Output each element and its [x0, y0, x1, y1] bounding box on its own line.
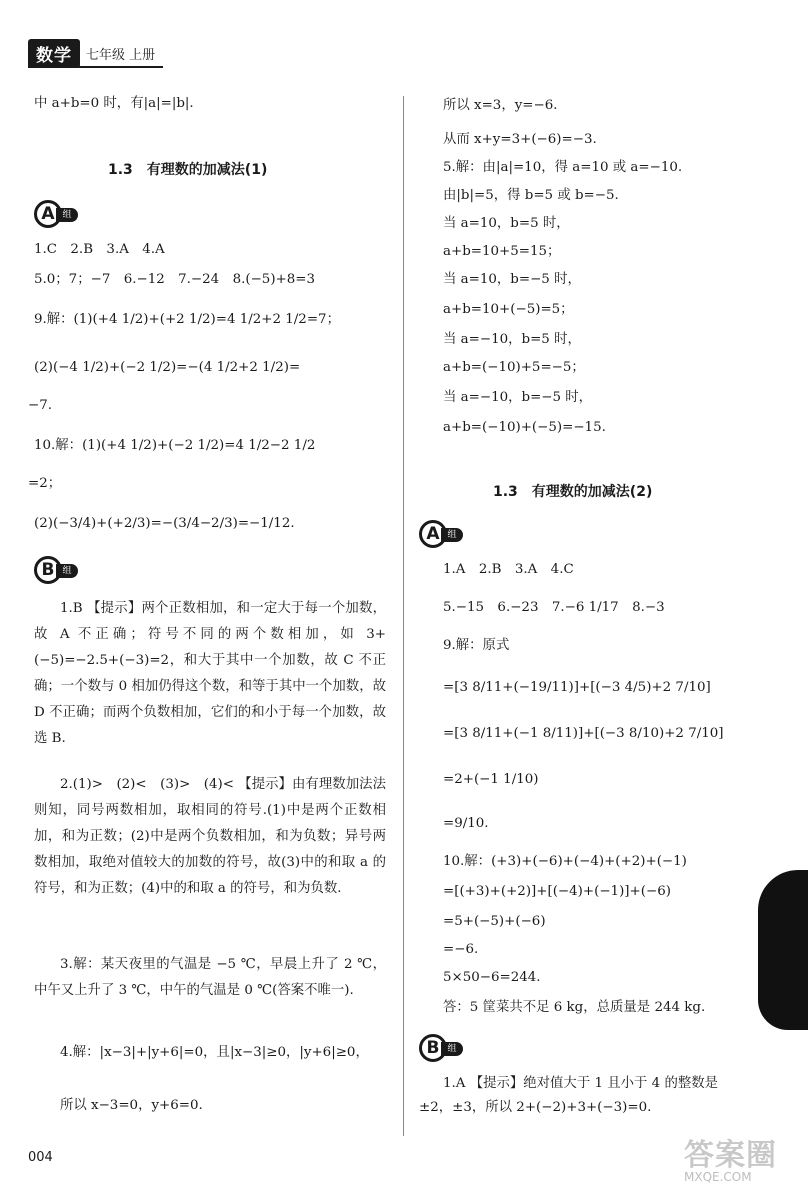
- right-top-line-6: a+b=10+5=15；: [443, 244, 561, 259]
- right-top-line-3: 5.解：由|a|=10，得 a=10 或 a=−10.: [443, 160, 683, 175]
- left-a-line-5: −7.: [28, 398, 52, 413]
- page-edge-shadow: [758, 870, 808, 1030]
- left-a-line-2: 5.0；7；−7 6.−12 7.−24 8.(−5)+8=3: [34, 272, 316, 287]
- right-top-line-11: 当 a=−10，b=−5 时，: [443, 390, 593, 405]
- page-header: [28, 40, 155, 66]
- left-a-line-4: (2)(−4 1/2)+(−2 1/2)=−(4 1/2+2 1/2)=: [34, 360, 301, 375]
- right-a-line-12: 5×50−6=244.: [443, 970, 541, 985]
- badge-tab: 组: [441, 1042, 463, 1056]
- group-a-badge-right: [419, 520, 465, 548]
- page-number: 004: [28, 1150, 53, 1165]
- watermark-url: MXQE.COM: [684, 1170, 752, 1184]
- right-top-line-1: 所以 x=3，y=−6.: [443, 98, 558, 113]
- right-section-title: 1.3 有理数的加减法(2): [493, 484, 653, 500]
- right-a-line-1: 1.A 2.B 3.A 4.C: [443, 562, 574, 577]
- right-top-line-8: a+b=10+(−5)=5；: [443, 302, 574, 317]
- left-a-line-7: =2；: [28, 476, 62, 491]
- left-a-line-8: (2)(−3/4)+(+2/3)=−(3/4−2/3)=−1/12.: [34, 516, 295, 531]
- left-a-line-6: 10.解：(1)(+4 1/2)+(−2 1/2)=4 1/2−2 1/2: [34, 438, 316, 453]
- right-top-line-12: a+b=(−10)+(−5)=−15.: [443, 420, 606, 435]
- right-a-line-9: =[(+3)+(+2)]+[(−4)+(−1)]+(−6): [443, 884, 671, 899]
- header-rule: [28, 66, 163, 68]
- left-b-para-2: 2.(1)> (2)< (3)> (4)< 【提示】由有理数加法法则知，同号两数相加，取相同的符号.(1)中是两个正数相加，和为正数；(2)中是两个负数相加，和为负数；异号两数相加，取绝对值较大的加数的符号，故(3)中的和取 a 的符号，和为正数；(4)中的和取 a 的符号，和为负数.: [34, 777, 386, 896]
- right-a-line-5: =[3 8/11+(−1 8/11)]+[(−3 8/10)+2 7/10]: [443, 726, 724, 741]
- badge-tab: 组: [56, 208, 78, 222]
- right-top-line-10: a+b=(−10)+5=−5；: [443, 360, 585, 375]
- left-a-line-3: 9.解：(1)(+4 1/2)+(+2 1/2)=4 1/2+2 1/2=7；: [34, 312, 340, 327]
- badge-tab: 组: [56, 564, 78, 578]
- group-a-badge-left: [34, 200, 80, 228]
- right-a-line-6: =2+(−1 1/10): [443, 772, 539, 787]
- right-top-line-4: 由|b|=5，得 b=5 或 b=−5.: [443, 188, 619, 203]
- badge-letter: A: [419, 520, 447, 548]
- right-a-line-11: =−6.: [443, 942, 479, 957]
- right-a-line-7: =9/10.: [443, 816, 489, 831]
- left-section-title: 1.3 有理数的加减法(1): [108, 162, 268, 178]
- group-b-badge-right: [419, 1034, 465, 1062]
- subject-label: 数学: [28, 39, 80, 68]
- right-a-line-4: =[3 8/11+(−19/11)]+[(−3 4/5)+2 7/10]: [443, 680, 711, 695]
- badge-letter: B: [34, 556, 62, 584]
- left-a-line-1: 1.C 2.B 3.A 4.A: [34, 242, 165, 257]
- left-b-para-3: 3.解：某天夜里的气温是 −5 ℃，早晨上升了 2 ℃，中午又上升了 3 ℃，中午的气温是 0 ℃(答案不唯一).: [34, 957, 386, 998]
- group-b-badge-left: [34, 556, 80, 584]
- right-a-line-8: 10.解：(+3)+(−6)+(−4)+(+2)+(−1): [443, 854, 687, 869]
- right-a-line-10: =5+(−5)+(−6): [443, 914, 546, 929]
- left-b-para-4: 4.解：|x−3|+|y+6|=0，且|x−3|≥0，|y+6|≥0，: [60, 1045, 369, 1060]
- right-top-line-9: 当 a=−10，b=5 时，: [443, 332, 581, 347]
- left-b-para-4b: 所以 x−3=0，y+6=0.: [60, 1098, 203, 1113]
- right-top-line-5: 当 a=10，b=5 时，: [443, 216, 570, 231]
- right-a-line-3: 9.解：原式: [443, 638, 510, 653]
- badge-letter: B: [419, 1034, 447, 1062]
- left-b-para-1: 1.B 【提示】两个正数相加，和一定大于每一个加数，故 A 不正确；符号不同的两个数相加，如 3+(−5)=−2.5+(−3)=2，和大于其中一个加数，故 C 不正确；一个数与 0 相加仍得这个数，和等于其中一个加数，故 D 不正确；而两个负数相加，它们的和小于每一个加数，故选 B.: [34, 601, 386, 746]
- right-top-line-7: 当 a=10，b=−5 时，: [443, 272, 581, 287]
- right-a-line-2: 5.−15 6.−23 7.−6 1/17 8.−3: [443, 600, 665, 615]
- right-top-line-2: 从而 x+y=3+(−6)=−3.: [443, 132, 597, 147]
- right-b-para-1: 1.A 【提示】绝对值大于 1 且小于 4 的整数是±2，±3，所以 2+(−2)+3+(−3)=0.: [419, 1076, 719, 1115]
- watermark-logo: [684, 1130, 802, 1192]
- left-top-line: 中 a+b=0 时，有|a|=|b|.: [34, 96, 194, 111]
- grade-label: 七年级 上册: [86, 47, 156, 63]
- badge-tab: 组: [441, 528, 463, 542]
- right-a-line-13: 答：5 筐菜共不足 6 kg，总质量是 244 kg.: [443, 1000, 706, 1015]
- watermark-text: 答案圈: [684, 1138, 777, 1173]
- badge-letter: A: [34, 200, 62, 228]
- column-divider: [403, 96, 404, 1136]
